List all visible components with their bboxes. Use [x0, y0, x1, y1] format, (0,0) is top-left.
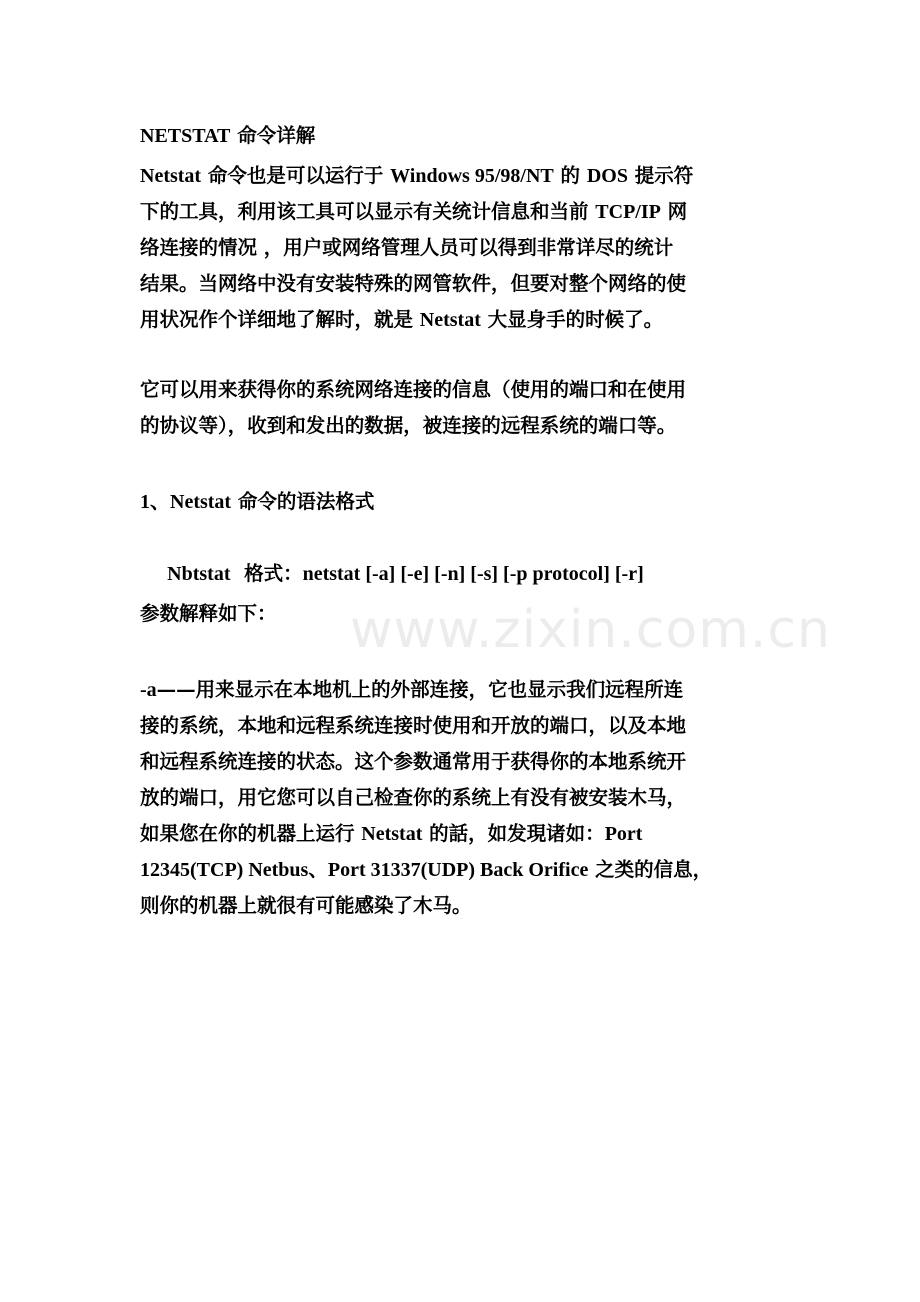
- document-body: [140, 118, 782, 924]
- param-a-line-4: 放的端口，用它您可以自己检查你的系统上有没有被安装木马，: [140, 786, 687, 809]
- intro-line-3: 络连接的情况 ，用户或网络管理人员可以得到非常详尽的统计: [140, 236, 674, 259]
- param-a-line-3: 和远程系统连接的状态。这个参数通常用于获得你的本地系统开: [140, 750, 687, 773]
- section-heading: 1、Netstat 命令的语法格式: [140, 490, 375, 513]
- watermark: www.zixin.com.cn: [350, 600, 831, 660]
- purpose-line-1: 它可以用来获得你的系统网络连接的信息（使用的端口和在使用: [140, 378, 687, 401]
- intro-line-5: 用状况作个详细地了解时，就是 Netstat 大显身手的时候了。: [140, 308, 664, 331]
- document-title: NETSTAT 命令详解: [140, 124, 316, 147]
- intro-line-2: 下的工具，利用该工具可以显示有关统计信息和当前 TCP/IP 网: [140, 200, 688, 223]
- intro-line-4: 结果。当网络中没有安装特殊的网管软件，但要对整个网络的使: [140, 272, 687, 295]
- param-a-line-2: 接的系统，本地和远程系统连接时使用和开放的端口，以及本地: [140, 714, 687, 737]
- param-a-line-6: 12345(TCP) Netbus、Port 31337(UDP) Back Orifice 之类的信息，: [140, 858, 713, 881]
- param-a-line-1: -a——用来显示在本地机上的外部连接，它也显示我们远程所连: [140, 678, 684, 701]
- params-intro: 参数解释如下：: [140, 602, 277, 625]
- intro-line-1: Netstat 命令也是可以运行于 Windows 95/98/NT 的 DOS 提示符: [140, 164, 694, 187]
- syntax-line: Nbtstat 格式：netstat [-a] [-e] [-n] [-s] [-p protocol] [-r]: [167, 562, 644, 585]
- purpose-line-2: 的协议等），收到和发出的数据，被连接的远程系统的端口等。: [140, 414, 677, 437]
- param-a-line-5: 如果您在你的机器上运行 Netstat 的話，如发現诸如：Port: [140, 822, 643, 845]
- param-a-line-7: 则你的机器上就很有可能感染了木马。: [140, 894, 472, 917]
